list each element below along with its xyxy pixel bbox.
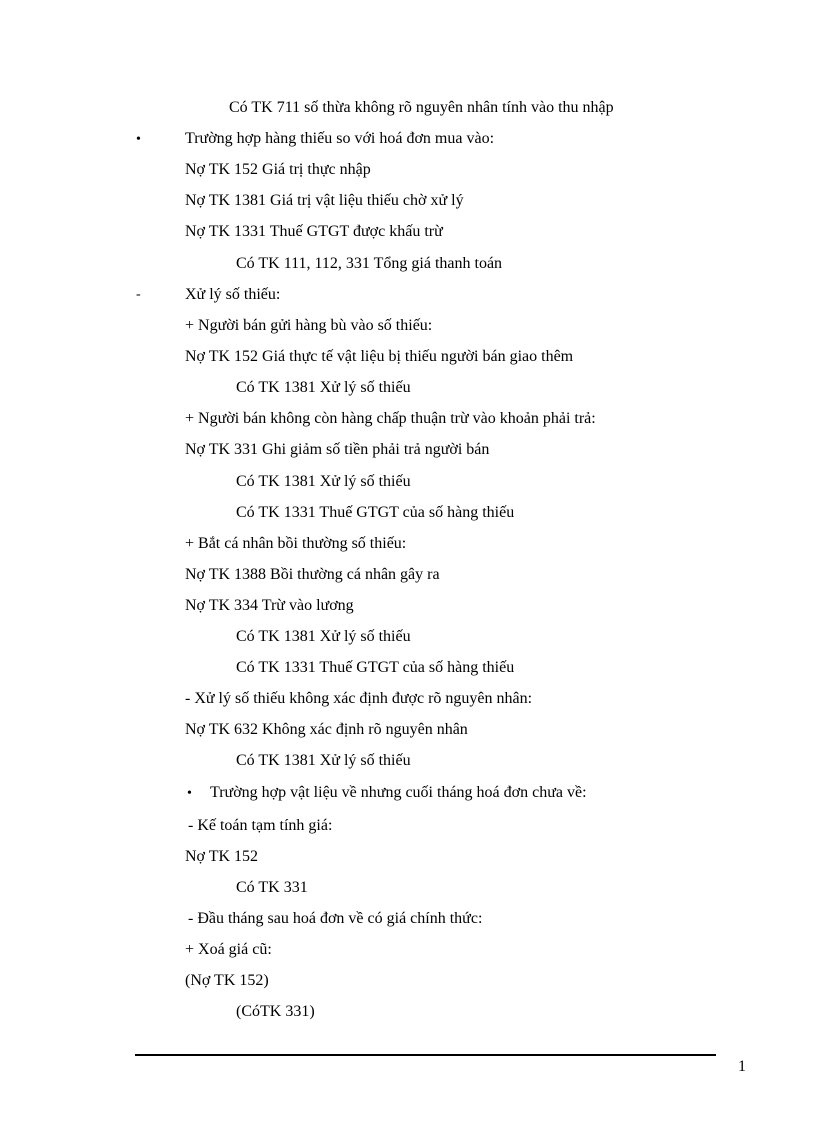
text-line: Trường hợp vật liệu về nhưng cuối tháng hoá đơn chưa về: [210,784,587,801]
text-line: Có TK 1381 Xử lý số thiếu [236,752,411,769]
text-line: Nợ TK 152 Giá trị thực nhập [185,161,371,178]
text-line: Có TK 1331 Thuế GTGT của số hàng thiếu [236,659,515,676]
text-line: Có TK 1381 Xử lý số thiếu [236,628,411,645]
text-line: Nợ TK 1331 Thuế GTGT được khấu trừ [185,223,443,240]
text-line: - Đầu tháng sau hoá đơn về có giá chính thức: [188,910,483,927]
text-line: Có TK 331 [236,879,308,896]
text-line: Nợ TK 152 [185,848,259,865]
text-line: Có TK 711 số thừa không rõ nguyên nhân tính vào thu nhập [229,99,614,116]
text-line: Nợ TK 152 Giá thực tế vật liệu bị thiếu người bán giao thêm [185,348,574,365]
text-line: Nợ TK 1381 Giá trị vật liệu thiếu chờ xử lý [185,192,464,209]
bullet-dot: • [187,786,192,801]
text-line: (CóTK 331) [236,1003,315,1020]
text-line: - Xử lý số thiếu không xác định được rõ nguyên nhân: [185,690,533,707]
bullet-dot: • [136,132,141,147]
text-line: + Bắt cá nhân bồi thường số thiếu: [185,535,407,552]
text-line: + Người bán không còn hàng chấp thuận trừ vào khoản phải trả: [185,410,596,427]
text-line: + Xoá giá cũ: [185,941,272,958]
text-line: (Nợ TK 152) [185,972,269,989]
footer-divider [135,1054,716,1056]
text-line: Có TK 1331 Thuế GTGT của số hàng thiếu [236,504,515,521]
text-line: Nợ TK 331 Ghi giảm số tiền phải trả người bán [185,441,490,458]
page-number: 1 [738,1058,746,1075]
text-line: - Kế toán tạm tính giá: [188,817,333,834]
text-line: + Người bán gửi hàng bù vào số thiếu: [185,317,433,334]
text-line: Có TK 111, 112, 331 Tổng giá thanh toán [236,255,503,272]
text-line: Có TK 1381 Xử lý số thiếu [236,473,411,490]
bullet-dash: - [136,287,141,302]
text-line: Nợ TK 632 Không xác định rõ nguyên nhân [185,721,468,738]
text-line: Nợ TK 334 Trừ vào lương [185,597,354,614]
text-line: Xử lý số thiếu: [185,286,281,303]
text-line: Có TK 1381 Xử lý số thiếu [236,379,411,396]
text-line: Nợ TK 1388 Bồi thường cá nhân gây ra [185,566,440,583]
text-line: Trường hợp hàng thiếu so với hoá đơn mua vào: [185,130,495,147]
